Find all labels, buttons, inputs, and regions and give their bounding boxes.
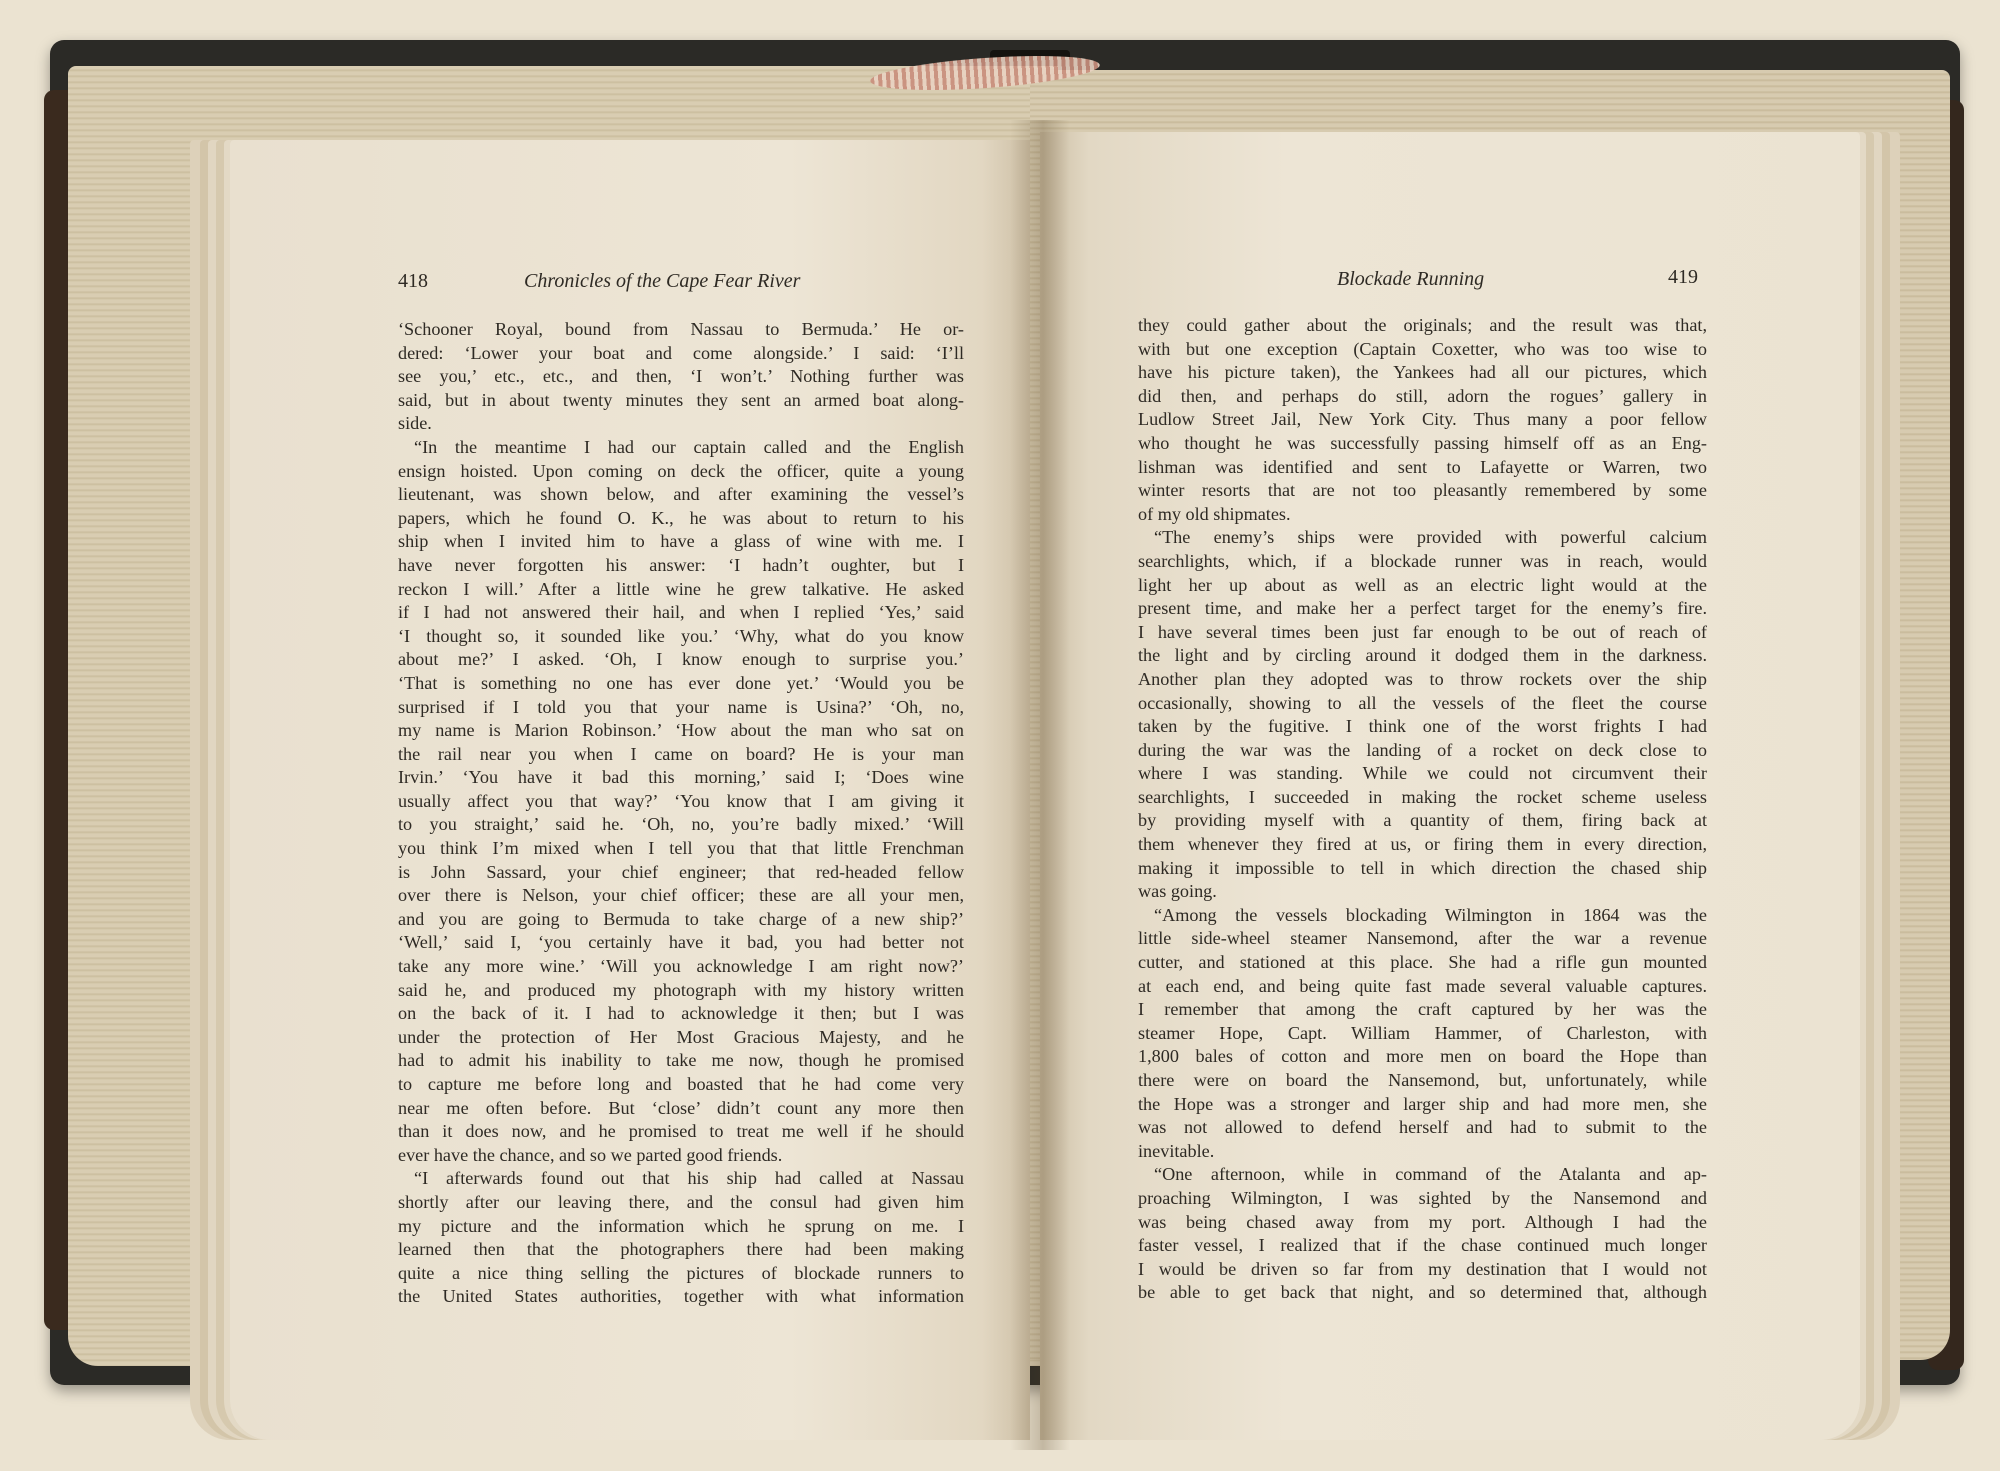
text-line: than it does now, and he promised to treat me well if he should bbox=[398, 1121, 964, 1142]
text-line: be able to get back that night, and so determined that, although bbox=[1138, 1282, 1707, 1303]
text-line: I remember that among the craft captured by her was the bbox=[1138, 999, 1707, 1020]
text-line: Another plan they adopted was to throw rockets over the ship bbox=[1138, 668, 1707, 689]
text-line: papers, which he found O. K., he was about to return to his bbox=[398, 507, 964, 528]
text-line: “I afterwards found out that his ship had called at Nassau bbox=[414, 1168, 964, 1189]
text-line: was being chased away from my port. Although I had the bbox=[1138, 1211, 1707, 1232]
text-line: dered: ‘Lower your boat and come alongside.’ I said: ‘I’ll bbox=[398, 342, 964, 363]
book-gutter bbox=[1010, 120, 1070, 1450]
text-line: said, but in about twenty minutes they sent an armed boat along- bbox=[398, 389, 964, 410]
text-line: inevitable. bbox=[1138, 1140, 1215, 1161]
text-line: “Among the vessels blockading Wilmington in 1864 was the bbox=[1154, 904, 1707, 925]
text-line: by providing myself with a quantity of them, firing back at bbox=[1138, 810, 1707, 831]
text-line: see you,’ etc., etc., and then, ‘I won’t.’ Nothing further was bbox=[398, 366, 964, 387]
text-line: proaching Wilmington, I was sighted by the Nansemond and bbox=[1138, 1187, 1707, 1208]
text-line: the light and by circling around it dodged them in the darkness. bbox=[1138, 645, 1707, 666]
text-line: near me often before. But ‘close’ didn’t count any more then bbox=[398, 1097, 964, 1118]
text-line: you think I’m mixed when I tell you that that little Frenchman bbox=[398, 838, 964, 859]
text-line: I would be driven so far from my destination that I would not bbox=[1138, 1258, 1707, 1279]
text-line: my name is Marion Robinson.’ ‘How about the man who sat on bbox=[398, 720, 964, 741]
text-line: faster vessel, I realized that if the chase continued much longer bbox=[1138, 1235, 1707, 1256]
text-line: there were on board the Nansemond, but, unfortunately, while bbox=[1138, 1070, 1707, 1090]
text-line: they could gather about the originals; and the result was that, bbox=[1138, 315, 1707, 335]
text-line: the Hope was a stronger and larger ship and had more men, she bbox=[1138, 1093, 1707, 1114]
text-line: under the protection of Her Most Gracious Majesty, and he bbox=[398, 1026, 964, 1047]
text-line: ensign hoisted. Upon coming on deck the officer, quite a young bbox=[398, 460, 964, 481]
text-line: to capture me before long and boasted that he had come very bbox=[398, 1074, 964, 1094]
text-line: surprised if I told you that your name is Usina?’ ‘Oh, no, bbox=[398, 696, 964, 717]
text-line: searchlights, which, if a blockade runner was in reach, would bbox=[1138, 550, 1707, 571]
text-line: light her up about as well as an electric light would at the bbox=[1138, 574, 1707, 595]
text-line: lieutenant, was shown below, and after examining the vessel’s bbox=[398, 484, 964, 505]
text-line: making it impossible to tell in which direction the chased ship bbox=[1138, 857, 1707, 878]
text-line: reckon I will.’ After a little wine he grew talkative. He asked bbox=[398, 578, 964, 599]
text-line: and you are going to Bermuda to take charge of a new ship?’ bbox=[398, 908, 964, 929]
text-line: about me?’ I asked. ‘Oh, I know enough to surprise you.’ bbox=[398, 649, 964, 670]
text-line: was not allowed to defend herself and had to submit to the bbox=[1138, 1117, 1707, 1138]
text-line: “One afternoon, while in command of the Atalanta and ap- bbox=[1154, 1164, 1707, 1185]
text-line: if I had not answered their hail, and when I replied ‘Yes,’ said bbox=[398, 602, 964, 623]
text-line: quite a nice thing selling the pictures of blockade runners to bbox=[398, 1262, 964, 1283]
text-line: said he, and produced my photograph with my history written bbox=[398, 979, 964, 1000]
text-line: where I was standing. While we could not circumvent their bbox=[1138, 763, 1707, 784]
text-line: ship when I invited him to have a glass of wine with me. I bbox=[398, 531, 964, 552]
text-line: on the back of it. I had to acknowledge it then; but I was bbox=[398, 1003, 964, 1024]
text-line: over there is Nelson, your chief officer; these are all your men, bbox=[398, 885, 964, 906]
text-line: little side-wheel steamer Nansemond, after the war a revenue bbox=[1138, 928, 1707, 949]
text-line: ‘Schooner Royal, bound from Nassau to Bermuda.’ He or- bbox=[398, 319, 964, 339]
text-line: the rail near you when I came on board? He is your man bbox=[398, 743, 964, 764]
text-line: shortly after our leaving there, and the consul had given him bbox=[398, 1191, 964, 1212]
text-line: had to admit his inability to take me now, though he promised bbox=[398, 1050, 964, 1071]
text-line: 1,800 bales of cotton and more men on board the Hope than bbox=[1138, 1046, 1707, 1067]
text-line: winter resorts that are not too pleasantly remembered by some bbox=[1138, 480, 1707, 501]
text-line: occasionally, showing to all the vessels of the fleet the course bbox=[1138, 692, 1707, 713]
left-page-text bbox=[398, 318, 964, 1309]
text-line: “The enemy’s ships were provided with powerful calcium bbox=[1154, 527, 1707, 548]
text-line: of my old shipmates. bbox=[1138, 503, 1291, 524]
text-line: was going. bbox=[1138, 881, 1217, 902]
text-line: usually affect you that way?’ ‘You know that I am giving it bbox=[398, 790, 964, 811]
text-line: ‘That is something no one has ever done yet.’ ‘Would you be bbox=[398, 672, 964, 693]
text-line: steamer Hope, Capt. William Hammer, of Charleston, with bbox=[1138, 1022, 1707, 1043]
text-line: did then, and perhaps do still, adorn the rogues’ gallery in bbox=[1138, 385, 1707, 406]
text-line: during the war was the landing of a rocket on deck close to bbox=[1138, 739, 1707, 760]
text-line: ever have the chance, and so we parted good friends. bbox=[398, 1144, 783, 1165]
text-line: ‘Well,’ said I, ‘you certainly have it bad, you had better not bbox=[398, 932, 964, 953]
text-line: cutter, and stationed at this place. She had a rifle gun mounted bbox=[1138, 952, 1707, 973]
text-line: who thought he was successfully passing himself off as an Eng- bbox=[1138, 432, 1707, 453]
text-line: my picture and the information which he sprung on me. I bbox=[398, 1215, 964, 1236]
text-line: taken by the fugitive. I think one of the worst frights I had bbox=[1138, 716, 1707, 737]
text-line: them whenever they fired at us, or firing them in every direction, bbox=[1138, 834, 1707, 855]
text-line: lishman was identified and sent to Lafayette or Warren, two bbox=[1138, 456, 1707, 477]
text-line: searchlights, I succeeded in making the rocket scheme useless bbox=[1138, 786, 1707, 807]
text-line: I have several times been just far enough to be out of reach of bbox=[1138, 621, 1707, 642]
text-line: “In the meantime I had our captain called and the English bbox=[414, 436, 964, 457]
text-line: to you straight,’ said he. ‘Oh, no, you’re badly mixed.’ ‘Will bbox=[398, 814, 964, 835]
text-line: have his picture taken), the Yankees had all our pictures, which bbox=[1138, 362, 1707, 383]
text-line: the United States authorities, together with what information bbox=[398, 1286, 964, 1307]
text-line: with but one exception (Captain Coxetter, who was too wise to bbox=[1138, 338, 1707, 359]
text-line: present time, and make her a perfect target for the enemy’s fire. bbox=[1138, 598, 1707, 619]
text-line: Ludlow Street Jail, New York City. Thus many a poor fellow bbox=[1138, 409, 1707, 430]
text-line: side. bbox=[398, 413, 432, 434]
left-page-number: 418 bbox=[398, 270, 428, 292]
text-line: at each end, and being quite fast made several valuable captures. bbox=[1138, 975, 1707, 996]
text-line: is John Sassard, your chief engineer; that red-headed fellow bbox=[398, 861, 964, 882]
right-page-text bbox=[1138, 314, 1707, 1305]
text-line: have never forgotten his answer: ‘I hadn’t oughter, but I bbox=[398, 554, 964, 575]
text-line: ‘I thought so, it sounded like you.’ ‘Why, what do you know bbox=[398, 625, 964, 646]
right-running-title: Blockade Running bbox=[1337, 268, 1485, 290]
left-running-title: Chronicles of the Cape Fear River bbox=[524, 270, 801, 292]
right-page-number: 419 bbox=[1668, 266, 1698, 288]
text-line: learned then that the photographers there had been making bbox=[398, 1239, 964, 1260]
text-line: take any more wine.’ ‘Will you acknowledge I am right now?’ bbox=[398, 956, 964, 977]
text-line: Irvin.’ ‘You have it bad this morning,’ said I; ‘Does wine bbox=[398, 767, 964, 788]
